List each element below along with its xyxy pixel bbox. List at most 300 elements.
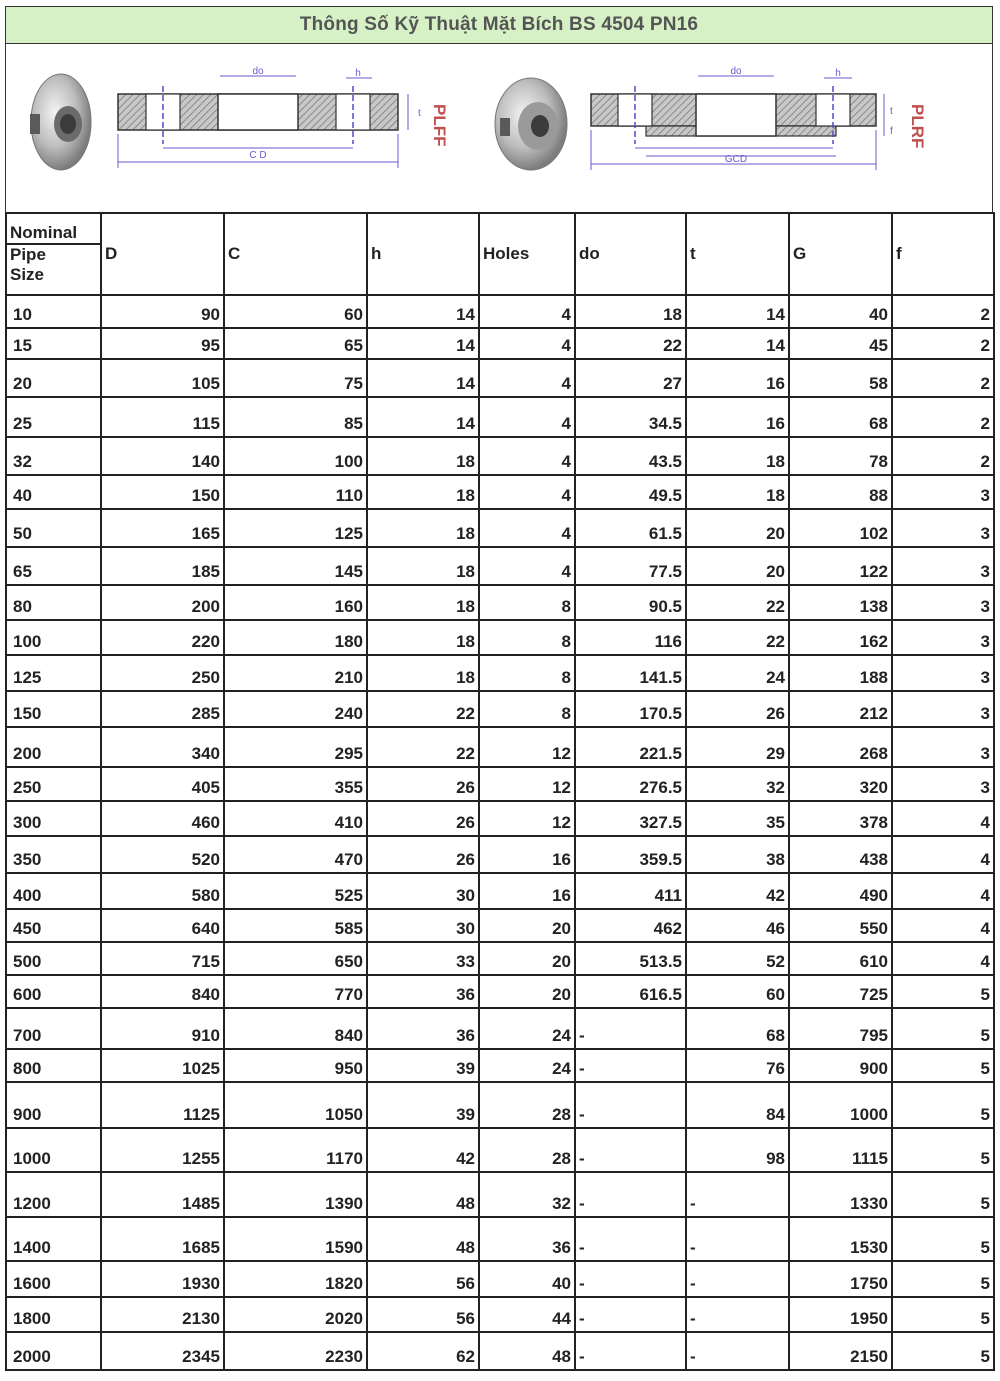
cell-t: -: [686, 1172, 789, 1217]
cell-G: 320: [789, 767, 892, 801]
cell-h: 42: [367, 1128, 479, 1172]
cell-do: 90.5: [575, 585, 686, 620]
cell-holes: 48: [479, 1332, 575, 1370]
cell-holes: 4: [479, 295, 575, 328]
cell-nps: 1800: [6, 1297, 101, 1332]
cell-t: 68: [686, 1008, 789, 1049]
cell-t: -: [686, 1217, 789, 1261]
cell-f: 4: [892, 873, 994, 909]
cell-C: 145: [224, 547, 367, 585]
plrf-section-drawing: [591, 66, 927, 170]
cell-h: 18: [367, 620, 479, 655]
cell-t: -: [686, 1332, 789, 1370]
cell-D: 165: [101, 509, 224, 547]
cell-holes: 12: [479, 801, 575, 836]
cell-t: 18: [686, 437, 789, 475]
spec-sheet: [5, 6, 993, 1374]
cell-holes: 24: [479, 1008, 575, 1049]
cell-t: 35: [686, 801, 789, 836]
cell-nps: 100: [6, 620, 101, 655]
cell-f: 5: [892, 1261, 994, 1297]
cell-h: 48: [367, 1217, 479, 1261]
cell-D: 105: [101, 359, 224, 397]
cell-h: 18: [367, 655, 479, 691]
cell-h: 18: [367, 509, 479, 547]
cell-do: 513.5: [575, 942, 686, 975]
cell-holes: 28: [479, 1082, 575, 1128]
table-body: [6, 295, 994, 1370]
cell-holes: 16: [479, 836, 575, 873]
cell-D: 140: [101, 437, 224, 475]
cell-D: 115: [101, 397, 224, 437]
cell-G: 1330: [789, 1172, 892, 1217]
cell-do: 359.5: [575, 836, 686, 873]
plrf-do-label: do: [730, 66, 742, 77]
cell-holes: 32: [479, 1172, 575, 1217]
cell-h: 18: [367, 547, 479, 585]
cell-h: 18: [367, 585, 479, 620]
cell-t: 98: [686, 1128, 789, 1172]
title-bar: [5, 6, 993, 44]
cell-f: 5: [892, 1172, 994, 1217]
header-nominal-pipe-size: [6, 213, 101, 295]
cell-holes: 20: [479, 975, 575, 1008]
cell-G: 1950: [789, 1297, 892, 1332]
cell-h: 14: [367, 295, 479, 328]
table-row: [6, 873, 994, 909]
cell-nps: 700: [6, 1008, 101, 1049]
cell-C: 470: [224, 836, 367, 873]
cell-t: 42: [686, 873, 789, 909]
cell-holes: 4: [479, 475, 575, 509]
cell-nps: 200: [6, 727, 101, 767]
table-row: [6, 655, 994, 691]
cell-C: 100: [224, 437, 367, 475]
cell-do: 22: [575, 328, 686, 359]
table-row: [6, 691, 994, 727]
cell-f: 3: [892, 620, 994, 655]
cell-h: 39: [367, 1049, 479, 1082]
cell-holes: 4: [479, 437, 575, 475]
page-title: Thông Số Kỹ Thuật Mặt Bích BS 4504 PN16: [299, 14, 699, 35]
cell-f: 3: [892, 509, 994, 547]
cell-do: 616.5: [575, 975, 686, 1008]
cell-C: 125: [224, 509, 367, 547]
cell-C: 840: [224, 1008, 367, 1049]
cell-C: 650: [224, 942, 367, 975]
cell-holes: 4: [479, 509, 575, 547]
cell-t: 76: [686, 1049, 789, 1082]
flange-drawing: [6, 44, 991, 212]
cell-h: 18: [367, 437, 479, 475]
cell-D: 580: [101, 873, 224, 909]
table-row: [6, 1217, 994, 1261]
cell-t: -: [686, 1261, 789, 1297]
cell-f: 2: [892, 295, 994, 328]
cell-G: 1115: [789, 1128, 892, 1172]
cell-holes: 44: [479, 1297, 575, 1332]
table-row: [6, 1172, 994, 1217]
cell-h: 14: [367, 397, 479, 437]
cell-G: 40: [789, 295, 892, 328]
cell-f: 5: [892, 1332, 994, 1370]
cell-D: 1485: [101, 1172, 224, 1217]
table-row: [6, 1008, 994, 1049]
cell-h: 30: [367, 909, 479, 942]
cell-G: 88: [789, 475, 892, 509]
cell-f: 2: [892, 328, 994, 359]
cell-f: 3: [892, 547, 994, 585]
table-row: [6, 295, 994, 328]
cell-C: 1050: [224, 1082, 367, 1128]
cell-t: 84: [686, 1082, 789, 1128]
plff-label: PLFF: [430, 104, 449, 147]
cell-G: 900: [789, 1049, 892, 1082]
cell-h: 62: [367, 1332, 479, 1370]
cell-f: 5: [892, 975, 994, 1008]
cell-t: 18: [686, 475, 789, 509]
cell-nps: 65: [6, 547, 101, 585]
flange-photo-right: [495, 78, 567, 170]
cell-D: 250: [101, 655, 224, 691]
cell-h: 22: [367, 727, 479, 767]
cell-D: 520: [101, 836, 224, 873]
cell-nps: 350: [6, 836, 101, 873]
table-row: [6, 397, 994, 437]
cell-do: 77.5: [575, 547, 686, 585]
cell-C: 160: [224, 585, 367, 620]
cell-h: 26: [367, 801, 479, 836]
cell-nps: 1600: [6, 1261, 101, 1297]
cell-G: 45: [789, 328, 892, 359]
cell-D: 840: [101, 975, 224, 1008]
cell-nps: 2000: [6, 1332, 101, 1370]
cell-f: 4: [892, 942, 994, 975]
cell-do: 116: [575, 620, 686, 655]
cell-t: 26: [686, 691, 789, 727]
cell-do: 327.5: [575, 801, 686, 836]
cell-f: 5: [892, 1128, 994, 1172]
flange-diagrams: [5, 44, 993, 212]
cell-f: 4: [892, 801, 994, 836]
cell-holes: 4: [479, 547, 575, 585]
cell-holes: 8: [479, 691, 575, 727]
table-row: [6, 585, 994, 620]
cell-G: 438: [789, 836, 892, 873]
cell-f: 2: [892, 359, 994, 397]
cell-do: -: [575, 1128, 686, 1172]
cell-h: 39: [367, 1082, 479, 1128]
cell-f: 4: [892, 836, 994, 873]
plff-cd-label: C D: [249, 150, 267, 161]
cell-do: -: [575, 1172, 686, 1217]
cell-f: 4: [892, 909, 994, 942]
cell-G: 550: [789, 909, 892, 942]
cell-t: 22: [686, 585, 789, 620]
cell-do: 141.5: [575, 655, 686, 691]
cell-nps: 40: [6, 475, 101, 509]
cell-t: 20: [686, 509, 789, 547]
table-row: [6, 801, 994, 836]
cell-holes: 16: [479, 873, 575, 909]
cell-D: 285: [101, 691, 224, 727]
cell-do: -: [575, 1217, 686, 1261]
cell-C: 60: [224, 295, 367, 328]
cell-do: 43.5: [575, 437, 686, 475]
cell-do: 276.5: [575, 767, 686, 801]
cell-t: 16: [686, 359, 789, 397]
table-row: [6, 547, 994, 585]
cell-G: 138: [789, 585, 892, 620]
table-row: [6, 767, 994, 801]
cell-D: 90: [101, 295, 224, 328]
cell-nps: 1000: [6, 1128, 101, 1172]
cell-G: 490: [789, 873, 892, 909]
cell-C: 1170: [224, 1128, 367, 1172]
cell-G: 78: [789, 437, 892, 475]
cell-holes: 28: [479, 1128, 575, 1172]
cell-holes: 4: [479, 397, 575, 437]
cell-holes: 12: [479, 767, 575, 801]
cell-G: 268: [789, 727, 892, 767]
cell-h: 48: [367, 1172, 479, 1217]
table-row: [6, 727, 994, 767]
cell-D: 1025: [101, 1049, 224, 1082]
cell-f: 5: [892, 1297, 994, 1332]
cell-h: 14: [367, 359, 479, 397]
cell-f: 3: [892, 475, 994, 509]
cell-t: 60: [686, 975, 789, 1008]
cell-G: 102: [789, 509, 892, 547]
plrf-h-label: h: [835, 68, 841, 79]
cell-do: 27: [575, 359, 686, 397]
cell-G: 795: [789, 1008, 892, 1049]
cell-C: 75: [224, 359, 367, 397]
cell-nps: 600: [6, 975, 101, 1008]
cell-do: -: [575, 1008, 686, 1049]
cell-do: -: [575, 1049, 686, 1082]
table-row: [6, 1128, 994, 1172]
cell-h: 14: [367, 328, 479, 359]
cell-h: 56: [367, 1297, 479, 1332]
table-row: [6, 475, 994, 509]
cell-C: 110: [224, 475, 367, 509]
cell-D: 460: [101, 801, 224, 836]
cell-nps: 250: [6, 767, 101, 801]
cell-G: 122: [789, 547, 892, 585]
cell-G: 212: [789, 691, 892, 727]
cell-D: 200: [101, 585, 224, 620]
cell-nps: 80: [6, 585, 101, 620]
cell-t: 14: [686, 328, 789, 359]
cell-t: 38: [686, 836, 789, 873]
cell-nps: 32: [6, 437, 101, 475]
cell-nps: 300: [6, 801, 101, 836]
table-row: [6, 509, 994, 547]
cell-C: 65: [224, 328, 367, 359]
cell-nps: 25: [6, 397, 101, 437]
cell-f: 3: [892, 655, 994, 691]
plff-t-label: t: [418, 108, 421, 119]
cell-D: 2345: [101, 1332, 224, 1370]
cell-holes: 40: [479, 1261, 575, 1297]
flange-photo-left: [30, 74, 91, 170]
cell-holes: 8: [479, 620, 575, 655]
flange-spec-table: [5, 212, 995, 1371]
cell-h: 22: [367, 691, 479, 727]
header-G: G: [789, 213, 892, 295]
cell-D: 1930: [101, 1261, 224, 1297]
plff-section-drawing: [118, 66, 449, 168]
plff-do-label: do: [252, 66, 264, 77]
header-nominal-line1: Nominal: [7, 223, 100, 245]
cell-holes: 8: [479, 585, 575, 620]
cell-nps: 400: [6, 873, 101, 909]
cell-G: 378: [789, 801, 892, 836]
cell-nps: 500: [6, 942, 101, 975]
cell-G: 2150: [789, 1332, 892, 1370]
cell-C: 2230: [224, 1332, 367, 1370]
cell-nps: 1400: [6, 1217, 101, 1261]
plrf-t-label: t: [890, 106, 893, 117]
header-f: f: [892, 213, 994, 295]
cell-D: 910: [101, 1008, 224, 1049]
cell-h: 36: [367, 975, 479, 1008]
cell-h: 18: [367, 475, 479, 509]
cell-G: 1000: [789, 1082, 892, 1128]
cell-h: 33: [367, 942, 479, 975]
cell-nps: 125: [6, 655, 101, 691]
header-do: do: [575, 213, 686, 295]
table-row: [6, 909, 994, 942]
cell-G: 1750: [789, 1261, 892, 1297]
cell-C: 295: [224, 727, 367, 767]
cell-t: 46: [686, 909, 789, 942]
cell-C: 525: [224, 873, 367, 909]
cell-nps: 1200: [6, 1172, 101, 1217]
cell-C: 950: [224, 1049, 367, 1082]
cell-nps: 10: [6, 295, 101, 328]
cell-f: 5: [892, 1082, 994, 1128]
table-row: [6, 437, 994, 475]
table-row: [6, 620, 994, 655]
cell-C: 410: [224, 801, 367, 836]
cell-G: 725: [789, 975, 892, 1008]
cell-nps: 800: [6, 1049, 101, 1082]
cell-holes: 36: [479, 1217, 575, 1261]
cell-C: 585: [224, 909, 367, 942]
cell-C: 1820: [224, 1261, 367, 1297]
table-row: [6, 359, 994, 397]
cell-f: 2: [892, 437, 994, 475]
table-row: [6, 836, 994, 873]
table-row: [6, 328, 994, 359]
cell-f: 3: [892, 727, 994, 767]
cell-h: 36: [367, 1008, 479, 1049]
header-t: t: [686, 213, 789, 295]
cell-C: 210: [224, 655, 367, 691]
header-C: C: [224, 213, 367, 295]
cell-nps: 50: [6, 509, 101, 547]
table-row: [6, 1297, 994, 1332]
plff-h-label: h: [355, 68, 361, 79]
table-row: [6, 942, 994, 975]
plrf-label: PLRF: [908, 104, 927, 149]
table-row: [6, 1332, 994, 1370]
cell-do: 462: [575, 909, 686, 942]
cell-nps: 150: [6, 691, 101, 727]
cell-D: 1125: [101, 1082, 224, 1128]
cell-h: 56: [367, 1261, 479, 1297]
cell-h: 30: [367, 873, 479, 909]
cell-f: 3: [892, 585, 994, 620]
header-h: h: [367, 213, 479, 295]
cell-do: 61.5: [575, 509, 686, 547]
cell-D: 150: [101, 475, 224, 509]
cell-f: 2: [892, 397, 994, 437]
cell-f: 5: [892, 1217, 994, 1261]
cell-D: 1255: [101, 1128, 224, 1172]
cell-t: 22: [686, 620, 789, 655]
cell-t: 32: [686, 767, 789, 801]
cell-f: 3: [892, 767, 994, 801]
cell-D: 95: [101, 328, 224, 359]
cell-D: 715: [101, 942, 224, 975]
cell-f: 3: [892, 691, 994, 727]
cell-G: 68: [789, 397, 892, 437]
cell-D: 340: [101, 727, 224, 767]
cell-t: -: [686, 1297, 789, 1332]
cell-D: 220: [101, 620, 224, 655]
cell-holes: 4: [479, 328, 575, 359]
cell-t: 24: [686, 655, 789, 691]
cell-nps: 20: [6, 359, 101, 397]
cell-holes: 12: [479, 727, 575, 767]
cell-t: 20: [686, 547, 789, 585]
cell-f: 5: [892, 1008, 994, 1049]
cell-D: 185: [101, 547, 224, 585]
header-nominal-line2: Pipe: [10, 245, 46, 264]
cell-t: 14: [686, 295, 789, 328]
cell-holes: 20: [479, 942, 575, 975]
cell-D: 1685: [101, 1217, 224, 1261]
cell-G: 1530: [789, 1217, 892, 1261]
cell-C: 1390: [224, 1172, 367, 1217]
cell-do: 34.5: [575, 397, 686, 437]
cell-h: 26: [367, 836, 479, 873]
cell-holes: 4: [479, 359, 575, 397]
cell-do: -: [575, 1261, 686, 1297]
cell-do: 49.5: [575, 475, 686, 509]
cell-C: 355: [224, 767, 367, 801]
header-D: D: [101, 213, 224, 295]
cell-h: 26: [367, 767, 479, 801]
cell-G: 188: [789, 655, 892, 691]
cell-nps: 450: [6, 909, 101, 942]
cell-C: 770: [224, 975, 367, 1008]
table-row: [6, 1261, 994, 1297]
table-row: [6, 975, 994, 1008]
cell-holes: 20: [479, 909, 575, 942]
cell-do: -: [575, 1297, 686, 1332]
cell-nps: 900: [6, 1082, 101, 1128]
cell-do: -: [575, 1082, 686, 1128]
cell-do: 221.5: [575, 727, 686, 767]
table-row: [6, 1082, 994, 1128]
cell-C: 180: [224, 620, 367, 655]
cell-do: 170.5: [575, 691, 686, 727]
cell-do: -: [575, 1332, 686, 1370]
